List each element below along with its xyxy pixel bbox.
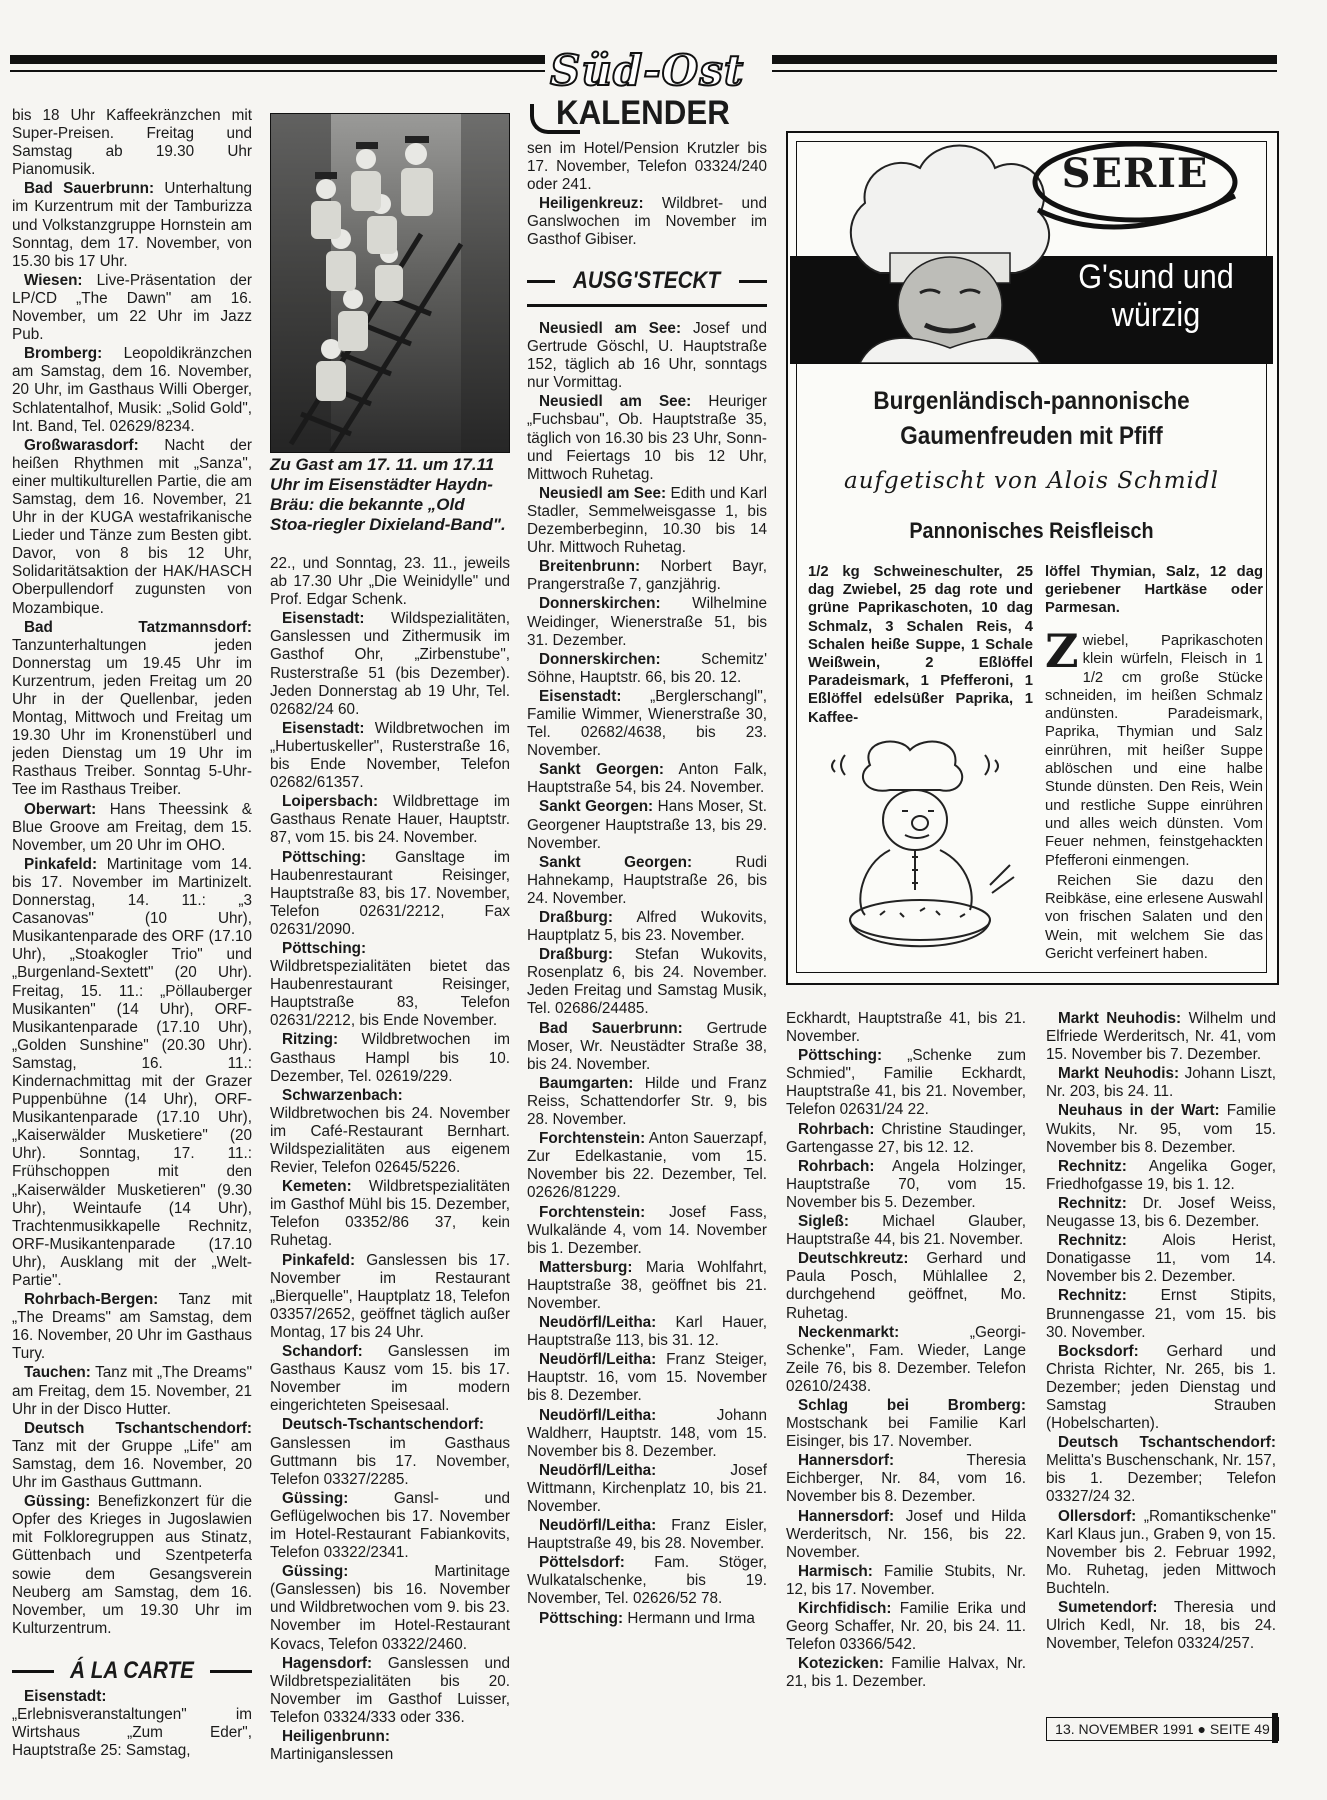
listing-text: bis 18 Uhr Kaffeekränzchen mit Super-Preisen. Freitag und Samstag ab 19.30 Uhr Pianomusik.: [12, 107, 252, 179]
listing-text: Alois Herist, Donatigasse 11, vom 14. November bis 2. Dezember.: [1046, 1232, 1276, 1286]
listing-place: Wiesen:: [24, 271, 83, 289]
listing-place: Forchtenstein:: [539, 1203, 646, 1221]
listing-entry: [527, 1020, 767, 1074]
listing-text: Martinitage (Ganslessen) bis 16. November und Wildbretwochen vom 9. bis 23. November im Hotel-Restaurant Kovacs, Telefon 03322/2460.: [270, 1563, 510, 1653]
listing-entry: [527, 854, 767, 908]
column-5: [1046, 1010, 1276, 1710]
listing-place: Kemeten:: [282, 1178, 352, 1196]
listing-entry: [527, 688, 767, 760]
listing-entry: [527, 1407, 767, 1461]
listing-place: Schwarzenbach:: [282, 1086, 403, 1104]
listing-place: Sankt Georgen:: [539, 761, 665, 779]
recipe-method-paragraph-2: Reichen Sie dazu den Reibkäse, eine erlesene Auswahl von frischen Salaten und den Wein, mit welchem Sie das Gericht verfeinert haben.: [1045, 872, 1263, 963]
listing-entry: [1046, 1102, 1276, 1156]
listing-place: Ritzing:: [282, 1031, 339, 1049]
listing-text: Michael Glauber, Hauptstraße 44, bis 21. November.: [786, 1213, 1026, 1249]
listing-text: Ganslessen im Gasthaus Kausz vom 15. bis 17. November im modern eingerichteten Speisesaal.: [270, 1343, 510, 1415]
listing-entry: [270, 849, 510, 939]
listing-text: Gansl- und Geflügelwochen bis 17. November im Hotel-Restaurant Fabiankovits, Telefon 03322/2341.: [270, 1489, 510, 1562]
listing-entry: [270, 555, 510, 609]
listing-text: Franz Eisler, Hauptstraße 49, bis 28. November.: [527, 1517, 767, 1553]
listing-place: Heiligenkreuz:: [539, 195, 644, 213]
listing-place: Eisenstadt:: [282, 719, 365, 737]
listing-text: Angelika Goger, Friedhofgasse 19, bis 1. 12.: [1046, 1157, 1276, 1193]
photo-caption: Zu Gast am 17. 11. um 17.11 Uhr im Eisenstädter Haydn-Bräu: die bekannte „Old Stoa-riegler Dixieland-Band".: [270, 455, 506, 534]
listing-text: Wilhelmine Weidinger, Wienerstraße 51, bis 31. Dezember.: [527, 595, 767, 649]
section-title-a-la-carte: Á LA CARTE: [70, 1657, 194, 1684]
listing-place: Loipersbach:: [282, 793, 379, 811]
listing-text: Wildbretwochen bis 24. November im Café-Restaurant Bernhart. Wildspezialitäten aus eigenem Revier, Telefon 02645/5226.: [270, 1104, 510, 1177]
listing-place: Neusiedl am See:: [539, 393, 692, 411]
listing-place: Eisenstadt:: [539, 687, 622, 705]
ausgsteckt-underline: [527, 304, 767, 307]
listing-text: Josef Wittmann, Kirchenplatz 10, bis 21. November.: [527, 1461, 767, 1515]
page-footer: 13. NOVEMBER 1991 ● SEITE 49: [1046, 1717, 1279, 1741]
listing-entry: [270, 1563, 510, 1653]
column-4: [786, 1010, 1026, 1800]
listing-text: Wilhelm und Elfriede Werderitsch, Nr. 41, vom 15. November bis 7. Dezember.: [1046, 1010, 1276, 1064]
top-rule-right-thin: [772, 70, 1277, 72]
listing-entry: [1046, 1508, 1276, 1598]
listing-entry: [527, 393, 767, 483]
listing-text: Hermann und Irma: [623, 1609, 755, 1627]
listing-entry: [527, 1314, 767, 1350]
listing-text: Rudi Hahnekamp, Hauptstraße 26, bis 24. November.: [527, 853, 767, 907]
serie-badge: [1030, 140, 1240, 236]
listing-entry: [786, 1563, 1026, 1599]
listing-entry: [527, 1517, 767, 1553]
listing-entry: [270, 1087, 510, 1177]
listing-entry: [270, 793, 510, 847]
top-rule-right: [772, 55, 1277, 64]
listing-entry: [527, 1204, 767, 1258]
listing-entry: [12, 1420, 252, 1492]
listing-entry: [527, 761, 767, 797]
listing-text: Gertrude Moser, Wr. Neustädter Straße 38, bis 24. November.: [527, 1019, 767, 1073]
listing-place: Neuhaus in der Wart:: [1058, 1102, 1220, 1120]
footer-bar: [1272, 1713, 1278, 1743]
listing-place: Rechnitz:: [1058, 1157, 1127, 1175]
listing-place: Kirchfidisch:: [798, 1600, 892, 1617]
listing-text: Wildbretspezialitäten bietet das Haubenrestaurant Reisinger, Hauptstraße 83, Telefon 02631/2212, bis Ende November.: [270, 958, 510, 1030]
listing-entry: [1046, 1343, 1276, 1433]
listing-place: Pöttelsdorf:: [539, 1554, 625, 1572]
column-2: [270, 555, 510, 1800]
listing-text: „Georgi-Schenke", Fam. Wieder, Lange Zeile 76, bis 8. Dezember. Telefon 02610/2438.: [786, 1323, 1026, 1395]
listing-place: Ollersdorf:: [1058, 1507, 1137, 1525]
listing-place: Sankt Georgen:: [539, 853, 693, 871]
listing-entry: [1046, 1599, 1276, 1653]
listing-entry: [1046, 1065, 1276, 1101]
listing-place: Bad Sauerbrunn:: [539, 1019, 683, 1037]
listing-entry: [270, 1655, 510, 1727]
listing-text: Anton Falk, Hauptstraße 54, bis 24. November.: [527, 761, 767, 797]
listing-text: Martinitage vom 14. bis 17. November im Martinizelt. Donnerstag, 14. 11.: „3 Casanovas" (10 Uhr), Musikantenparade des ORF (17.10 Uhr), „Stoakogler Trio" und „Burgenland-Sextett" (20 Uhr). Freitag, 15. 11.: „Pöllauberger Musikanten" (14 Uhr), ORF-Musikantenparade (17.10 Uhr), „Golden Sunshine" (20.30 Uhr). Samstag, 16. 11.: Kindernachmittag mit der Grazer Puppenbühne (14 Uhr), ORF-Musikantenparade (17.10 Uhr), „Kaiserwälder Musketiere" (20 Uhr). Sonntag, 17. 11.: Frühschoppen mit den „Kaiserwälder Musketieren" (9.30 Uhr), Weintaufe (14 Uhr), Trachtenmusikkapelle Rechnitz, ORF-Musikantenparade (17.10 Uhr), Ausklang mit der „Welt-Partie".: [12, 855, 252, 1289]
listing-text: Tanzunterhaltungen jeden Donnerstag um 19.45 Uhr im Kurzentrum, jeden Freitag um 20 Uhr in der Quellenbar, jeden Montag, Mittwoch und Freitag um 19.30 Uhr im Kronenstüberl und jeden Dienstag um 19 Uhr im Rasthaus Treiber. Sonntag 5-Uhr-Tee im Rasthaus Treiber.: [12, 636, 252, 799]
listing-place: Deutsch Tschantschendorf:: [1058, 1434, 1276, 1452]
listing-text: Leopoldikränzchen am Samstag, dem 16. November, 20 Uhr, im Gasthaus Willi Oberger, Schlatentalhof, Musik: „Solid Gold", Int. Band, Tel. 02629/8234.: [12, 345, 252, 435]
listing-place: Rohrbach:: [798, 1157, 875, 1175]
listing-place: Sumetendorf:: [1058, 1599, 1158, 1616]
listing-text: Anton Sauerzapf, Zur Edelkastanie, vom 15. November bis 22. Dezember, Tel. 02626/81229.: [527, 1130, 767, 1202]
listing-place: Eisenstadt:: [24, 1688, 107, 1705]
listing-place: Pinkafeld:: [24, 855, 98, 873]
listing-text: Tanz mit „The Dreams" am Samstag, dem 16. November, 20 Uhr im Gasthaus Tury.: [12, 1291, 252, 1363]
recipe-headline: Burgenländisch-pannonische Gaumenfreuden mit Pfiff: [873, 387, 1190, 450]
listing-entry: [786, 1655, 1026, 1691]
listing-text: Fam. Stöger, Wulkatalschenke, bis 19. November, Tel. 02626/52 78.: [527, 1554, 767, 1608]
listing-place: Hannersdorf:: [798, 1452, 895, 1470]
listing-entry: [786, 1397, 1026, 1451]
listing-entry: [12, 1291, 252, 1363]
listing-entry: [786, 1213, 1026, 1249]
listing-text: Franz Steiger, Hauptstr. 16, vom 15. November bis 8. Dezember.: [527, 1351, 767, 1405]
listing-place: Neudörfl/Leitha:: [539, 1314, 657, 1332]
listing-entry: [1046, 1232, 1276, 1286]
listing-place: Deutschkreutz:: [798, 1250, 909, 1268]
listing-place: Schlag bei Bromberg:: [798, 1396, 1026, 1414]
listing-entry: [527, 1610, 767, 1628]
listing-entry: [527, 651, 767, 687]
listing-text: Hans Theessink & Blue Groove am Freitag, dem 15. November, um 20 Uhr im OHO.: [12, 800, 252, 854]
masthead-logo: [520, 46, 776, 136]
listing-entry: [270, 940, 510, 1030]
listing-text: Wildbretwochen im Gasthaus Hampl bis 10. Dezember, Tel. 02619/229.: [270, 1031, 510, 1085]
listing-entry: [527, 1259, 767, 1313]
listing-place: Neusiedl am See:: [539, 320, 682, 337]
listing-text: Unterhaltung im Kurzentrum mit der Tamburizza und Volkstanzgruppe Hornstein am Sonntag, dem 17. November, von 15.30 bis 17 Uhr.: [12, 180, 252, 270]
listing-text: „Berglerschangl", Familie Wimmer, Wienerstraße 30, Tel. 02682/4638, bis 23. November.: [527, 687, 767, 760]
listing-text: Josef und Gertrude Göschl, U. Hauptstraße 152, täglich ab 16 Uhr, sonntags nur Vormittag.: [527, 320, 767, 392]
listing-entry: [527, 1554, 767, 1608]
listing-place: Markt Neuhodis:: [1058, 1010, 1182, 1027]
listing-place: Kotezicken:: [798, 1655, 884, 1673]
listing-place: Rechnitz:: [1058, 1232, 1127, 1250]
listing-place: Harmisch:: [798, 1562, 873, 1580]
listing-place: Neudörfl/Leitha:: [539, 1406, 657, 1424]
listing-text: Maria Wohlfahrt, Hauptstraße 38, geöffnet bis 21. November.: [527, 1258, 767, 1312]
listing-place: Mattersburg:: [539, 1258, 633, 1276]
listing-text: Johann Liszt, Nr. 203, bis 24. 11.: [1046, 1065, 1276, 1101]
listing-entry: [12, 1688, 252, 1760]
band-photo: [270, 113, 510, 453]
recipe-ingredients-right: löffel Thymian, Salz, 12 dag geriebener Hartkäse oder Parmesan.: [1045, 564, 1263, 617]
recipe-ingredients-left: 1/2 kg Schweineschulter, 25 dag Zwiebel, 25 dag rote und grüne Paprikaschoten, 10 dag Schmalz, 3 Schalen Reis, 4 Schalen heiße Suppe, 1 Schale Weißwein, 2 Eßlöffel Paradeismark, 1 Pfefferoni, 1 Eßlöffel edelsüßer Paprika, 1 Kaffee-: [808, 564, 1033, 726]
listing-text: Familie Erika und Georg Schaffer, Nr. 20, bis 24. 11. Telefon 03366/542.: [786, 1600, 1026, 1654]
listing-place: Draßburg:: [539, 909, 613, 926]
listing-entry: [12, 856, 252, 1290]
listing-text: Josef Fass, Wulkalände 4, vom 14. November bis 1. Dezember.: [527, 1203, 767, 1257]
listing-place: Neudörfl/Leitha:: [539, 1461, 657, 1479]
listing-place: Neudörfl/Leitha:: [539, 1517, 657, 1535]
listing-entry: [786, 1121, 1026, 1157]
listing-entry: [270, 1252, 510, 1342]
listing-place: Pinkafeld:: [282, 1251, 356, 1269]
listing-entry: [527, 195, 767, 249]
listing-entry: [12, 1493, 252, 1638]
listing-entry: [527, 558, 767, 594]
listing-text: Stefan Wukovits, Rosenplatz 6, bis 24. November. Jeden Freitag und Samstag Musik, Tel. 02686/24485.: [527, 946, 767, 1018]
listing-text: Christine Staudinger, Gartengasse 27, bis 12. 12.: [786, 1120, 1026, 1156]
column-3: [527, 320, 767, 1800]
listing-entry: [12, 272, 252, 344]
listing-place: Rechnitz:: [1058, 1287, 1127, 1305]
cartoon-chef-illustration: [820, 735, 1030, 965]
listing-text: Theresia und Ulrich Kedl, Nr. 18, bis 24. November, Telefon 03324/257.: [1046, 1599, 1276, 1653]
listing-text: Dr. Josef Weiss, Neugasse 13, bis 6. Dezember.: [1046, 1194, 1276, 1231]
listing-text: Schemitz' Söhne, Hauptstr. 66, bis 20. 12.: [527, 650, 767, 686]
listing-entry: [786, 1508, 1026, 1562]
listing-entry: [12, 1364, 252, 1418]
listing-text: Tanz mit „The Dreams" am Freitag, dem 15. November, 21 Uhr in der Disco Hutter.: [12, 1364, 252, 1418]
listing-text: Nacht der heißen Rhythmen mit „Sanza", einer multikulturellen Partie, die am Samstag, dem 16. November, 21 Uhr in der KUGA westafrikanische Lieder und Tänze zum Besten gibt. Davor, von 8 bis 12 Uhr, Solidaritätsaktion der HAK/HASCH Oberpullendorf zugunsten von Mozambique.: [12, 436, 252, 617]
listing-place: Hagensdorf:: [282, 1654, 373, 1672]
listing-place: Rohrbach:: [798, 1120, 875, 1138]
listing-text: Eckhardt, Hauptstraße 41, bis 21. November.: [786, 1010, 1026, 1046]
listing-text: Johann Waldherr, Hauptstr. 148, vom 15. November bis 8. Dezember.: [527, 1406, 767, 1460]
listing-text: Familie Stubits, Nr. 12, bis 17. November.: [786, 1562, 1026, 1598]
listing-place: Hannersdorf:: [798, 1507, 895, 1525]
listing-text: Melitta's Buschenschank, Nr. 157, bis 1. Dezember; Telefon 03327/24 32.: [1046, 1452, 1276, 1506]
listing-entry: [527, 946, 767, 1018]
listing-text: Mostschank bei Familie Karl Eisinger, bis 17. November.: [786, 1415, 1026, 1451]
listing-place: Schandorf:: [282, 1343, 363, 1361]
serie-badge-text: SERIE: [1061, 150, 1209, 197]
column-1-bottom: [12, 1688, 252, 1800]
listing-entry: [270, 1416, 510, 1488]
listing-place: Oberwart:: [24, 800, 97, 818]
listing-text: Benefizkonzert für die Opfer des Krieges in Jugoslawien mit Folkloregruppen aus Stinatz, Güttenbach und Szentpeterfa sowie dem Gesangsverein Neuberg am Samstag, dem 16. November, um 19.30 Uhr im Kulturzentrum.: [12, 1493, 252, 1637]
listing-text: Gansltage im Haubenrestaurant Reisinger, Hauptstraße 83, bis 17. November, Telefon 02631/2212, Fax 02631/2090.: [270, 848, 510, 938]
listing-entry: [527, 909, 767, 945]
listing-place: Draßburg:: [539, 946, 613, 964]
listing-entry: [786, 1452, 1026, 1506]
listing-place: Güssing:: [282, 1489, 349, 1507]
listing-text: Ganslessen im Gasthaus Guttmann bis 17. November, Telefon 03327/2285.: [270, 1434, 510, 1488]
listing-place: Baumgarten:: [539, 1074, 634, 1092]
listing-place: Breitenbrunn:: [539, 558, 641, 576]
listing-entry: [12, 801, 252, 855]
listing-text: Ernst Stipits, Brunnengasse 21, vom 15. bis 30. November.: [1046, 1287, 1276, 1341]
listing-text: Alfred Wukovits, Hauptplatz 5, bis 23. November.: [527, 909, 767, 945]
listing-entry: [786, 1324, 1026, 1396]
listing-text: Familie Halvax, Nr. 21, bis 1. Dezember.: [786, 1655, 1026, 1691]
serie-subtitle: G'sund und würzig: [1078, 258, 1234, 334]
listing-entry: [527, 485, 767, 557]
listing-entry: [527, 798, 767, 852]
section-header-ausgsteckt: [527, 266, 767, 296]
listing-text: Tanz mit der Gruppe „Life" am Samstag, dem 16. November, 20 Uhr im Gasthaus Guttmann.: [12, 1437, 252, 1492]
top-rule-left: [10, 55, 545, 64]
listing-text: Wildbretwochen im „Hubertuskeller", Rusterstraße 16, bis Ende November, Telefon 02682/61357.: [270, 719, 510, 792]
listing-place: Güssing:: [24, 1493, 91, 1511]
listing-text: Familie Wukits, Nr. 95, vom 15. November bis 8. Dezember.: [1046, 1102, 1276, 1156]
listing-place: Rechnitz:: [1058, 1194, 1127, 1212]
listing-text: Wildbretspezialitäten im Gasthof Mühl bis 15. Dezember, Telefon 03352/86 37, kein Ruhetag.: [270, 1178, 510, 1250]
listing-place: Donnerskirchen:: [539, 595, 661, 613]
masthead-top: Süd-Ost: [550, 46, 745, 95]
listing-entry: [527, 1351, 767, 1405]
listing-entry: [270, 1343, 510, 1415]
listing-place: Donnerskirchen:: [539, 650, 661, 668]
listing-entry: [12, 180, 252, 270]
listing-text: Theresia Eichberger, Nr. 84, vom 16. November bis 8. Dezember.: [786, 1452, 1026, 1506]
listing-entry: [270, 610, 510, 719]
listing-text: Hans Moser, St. Georgener Hauptstraße 13, bis 29. November.: [527, 798, 767, 852]
listing-entry: [527, 140, 767, 194]
listing-place: Pöttsching:: [539, 1609, 624, 1627]
listing-entry: [1046, 1434, 1276, 1506]
listing-place: Sigleß:: [798, 1213, 849, 1231]
listing-entry: [527, 1130, 767, 1202]
listing-text: 22., und Sonntag, 23. 11., jeweils ab 17.30 Uhr „Die Weinidylle" und Prof. Edgar Schenk.: [270, 555, 510, 609]
listing-entry: [786, 1010, 1026, 1046]
listing-text: Wildbrettage im Gasthaus Renate Hauer, Hauptstr. 87, vom 15. bis 24. November.: [270, 793, 510, 847]
listing-entry: [527, 320, 767, 392]
column-3-top: [527, 140, 767, 252]
listing-place: Markt Neuhodis:: [1058, 1065, 1180, 1083]
listing-place: Neusiedl am See:: [539, 484, 667, 502]
listing-text: Josef und Hilda Werderitsch, Nr. 156, bis 22. November.: [786, 1507, 1026, 1561]
listing-place: Pöttsching:: [798, 1047, 883, 1065]
listing-entry: [786, 1047, 1026, 1119]
band-photo-image: [271, 114, 509, 452]
listing-entry: [786, 1158, 1026, 1212]
listing-text: Martiniganslessen: [270, 1746, 394, 1764]
listing-entry: [527, 1075, 767, 1129]
recipe-method: [1045, 624, 1263, 965]
masthead-bottom: KALENDER: [556, 94, 730, 132]
listing-place: Bromberg:: [24, 345, 103, 363]
listing-place: Deutsch Tschantschendorf:: [24, 1419, 252, 1437]
listing-place: Deutsch-Tschantschendorf:: [282, 1416, 484, 1434]
listing-entry: [1046, 1287, 1276, 1341]
listing-place: Neckenmarkt:: [798, 1323, 900, 1341]
listing-entry: [786, 1250, 1026, 1322]
listing-place: Eisenstadt:: [282, 610, 365, 628]
listing-text: Gerhard und Christa Richter, Nr. 265, bis 1. Dezember; jeden Dienstag und Samstag Strauben (Hobelscharten).: [1046, 1342, 1276, 1433]
listing-place: Großwarasdorf:: [24, 436, 139, 454]
listing-text: Live-Präsentation der LP/CD „The Dawn" am 16. November, um 22 Uhr im Jazz Pub.: [12, 271, 252, 344]
listing-text: Norbert Bayr, Prangerstraße 7, ganzjährig.: [527, 558, 767, 594]
listing-text: Angela Holzinger, Hauptstraße 70, vom 15. November bis 5. Dezember.: [786, 1157, 1026, 1211]
listing-entry: [1046, 1195, 1276, 1231]
listing-text: „Schenke zum Schmied", Familie Eckhardt, Hauptstraße 41, bis 21. November, Telefon 02631/24 22.: [786, 1047, 1026, 1119]
listing-entry: [527, 595, 767, 649]
listing-place: Pöttsching:: [282, 848, 367, 866]
listing-place: Bad Sauerbrunn:: [24, 180, 155, 198]
recipe-dish-name: Pannonisches Reisfleisch: [909, 518, 1154, 543]
recipe-dropcap: Z: [1045, 624, 1079, 678]
listing-place: Bad Tatzmannsdorf:: [24, 618, 252, 636]
listing-place: Tauchen:: [24, 1364, 91, 1382]
listing-entry: [527, 1462, 767, 1516]
section-title-ausgsteckt: AUSG'STECKT: [573, 267, 721, 294]
listing-text: Ganslessen bis 17. November im Restaurant „Bierquelle", Hauptplatz 18, Telefon 03357/2652, geöffnet täglich außer Montag, 17 bis 24 Uhr.: [270, 1251, 510, 1341]
listing-place: Bocksdorf:: [1058, 1342, 1139, 1360]
listing-text: Karl Hauer, Hauptstraße 113, bis 31. 12.: [527, 1314, 767, 1350]
listing-place: Rohrbach-Bergen:: [24, 1291, 159, 1309]
listing-text: sen im Hotel/Pension Krutzler bis 17. November, Telefon 03324/240 oder 241.: [527, 140, 767, 194]
listing-entry: [270, 1178, 510, 1250]
listing-entry: [270, 1728, 510, 1764]
listing-place: Güssing:: [282, 1563, 349, 1581]
listing-text: Edith und Karl Stadler, Semmelweisgasse 1, bis Dezemberbeginn, 10.30 bis 14 Uhr. Mittwoch Ruhetag.: [527, 484, 767, 557]
listing-entry: [786, 1600, 1026, 1654]
listing-text: Wildspezialitäten, Ganslessen und Zithermusik im Gasthof Ohr, „Zirbenstube", Rusterstraße 51 (bis Dezember). Jeden Donnerstag ab 19 Uhr, Tel. 02682/24 60.: [270, 610, 510, 718]
recipe-method-paragraph-1: wiebel, Paprikaschoten klein würfeln, Fleisch in 1 1/2 cm große Stücke schneiden, im heißen Schmalz andünsten. Paradeismark, Paprika, Thymian und Salz einrühren, mit heißer Suppe ablöschen und eine halbe Stunde dünsten. Den Reis, Wein und restliche Suppe einrühren und alles weich dünsten. Vom Feuer nehmen, feinstgehackten Pfefferoni einmengen.: [1045, 633, 1263, 869]
listing-entry: [270, 1031, 510, 1085]
listing-place: Neudörfl/Leitha:: [539, 1351, 657, 1369]
listing-entry: [270, 1490, 510, 1562]
top-rule-left-thin: [10, 70, 545, 72]
listing-place: Sankt Georgen:: [539, 798, 654, 816]
listing-place: Pöttsching:: [282, 939, 367, 957]
section-header-a-la-carte: [12, 1656, 252, 1686]
listing-text: „Romantikschenke" Karl Klaus jun., Graben 9, von 15. November bis 2. Februar 1992, Mo. Ruhetag, jeden Mittwoch Buchteln.: [1046, 1507, 1276, 1597]
listing-entry: [270, 720, 510, 792]
listing-entry: [12, 107, 252, 179]
listing-entry: [1046, 1010, 1276, 1064]
listing-place: Heiligenbrunn:: [282, 1728, 390, 1745]
listing-entry: [12, 437, 252, 618]
listing-place: Forchtenstein:: [539, 1130, 646, 1148]
listing-text: Hilde und Franz Reiss, Schattendorfer Str. 9, bis 28. November.: [527, 1074, 767, 1129]
listing-text: Ganslessen und Wildbretspezialitäten bis 20. November im Gasthof Luisser, Telefon 03324/333 oder 336.: [270, 1654, 510, 1726]
listing-text: Wildbret- und Ganslwochen im November im Gasthof Gibiser.: [527, 195, 767, 249]
listing-text: Gerhard und Paula Posch, Mühlallee 2, durchgehend geöffnet, Mo. Ruhetag.: [786, 1250, 1026, 1322]
listing-entry: [12, 345, 252, 435]
listing-text: Heuriger „Fuchsbau", Ob. Hauptstraße 35, täglich von 16.30 bis 23 Uhr, Sonn- und Feiertags 10 bis 12 Uhr, Mittwoch Ruhetag.: [527, 393, 767, 483]
column-1: [12, 107, 252, 1662]
recipe-byline: aufgetischt von Alois Schmidl: [844, 468, 1219, 494]
listing-entry: [1046, 1158, 1276, 1194]
listing-text: „Erlebnisveranstaltungen" im Wirtshaus „Zum Eder", Hauptstraße 25: Samstag,: [12, 1706, 252, 1760]
listing-entry: [12, 619, 252, 800]
